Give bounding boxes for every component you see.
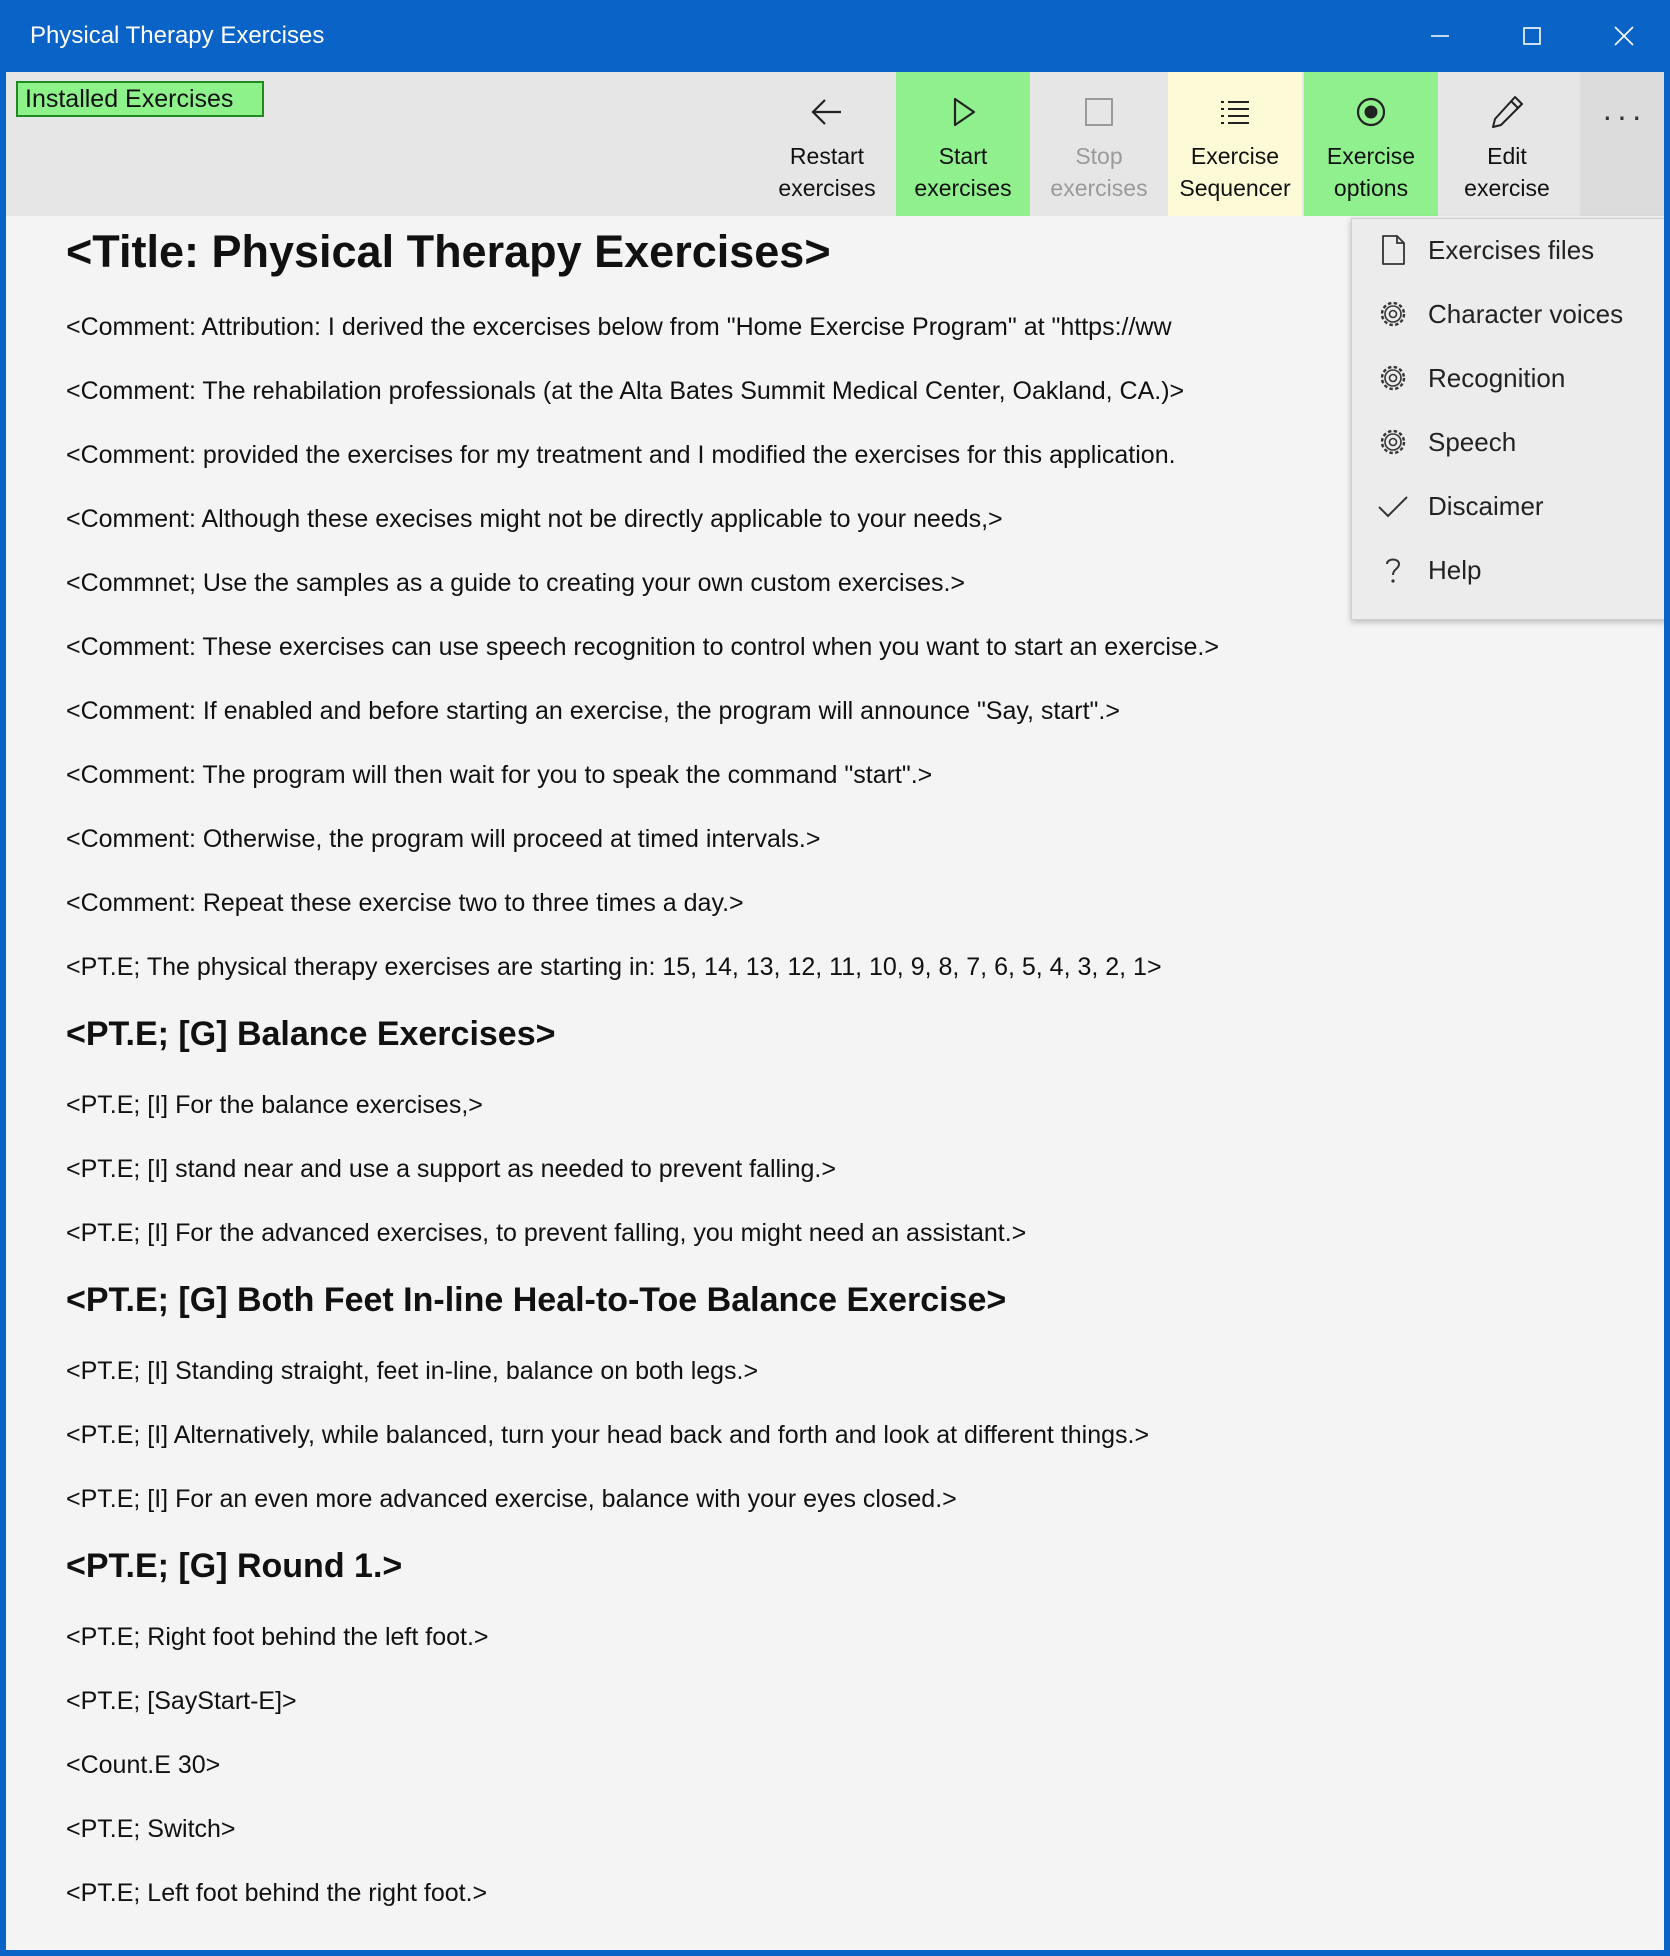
text-line: <PT.E; Right foot behind the left foot.> — [66, 1623, 489, 1651]
stop-exercises-label — [1032, 140, 1166, 204]
menu-item-exercises-files[interactable] — [1352, 219, 1670, 283]
menu-item-label: Help — [1428, 555, 1482, 585]
window-title: Physical Therapy Exercises — [30, 22, 325, 49]
menu-item-disclaimer[interactable] — [1352, 475, 1670, 539]
restart-label-line2: exercises — [778, 175, 876, 201]
edit-label-line1: Edit — [1487, 143, 1527, 169]
text-line: <Comment: Otherwise, the program will proceed at timed intervals.> — [66, 825, 821, 853]
close-button[interactable] — [1578, 0, 1670, 72]
command-bar — [6, 72, 1670, 216]
sequencer-label-line2: Sequencer — [1179, 175, 1291, 201]
edit-exercise-button[interactable] — [1440, 72, 1574, 216]
text-line: <Comment: provided the exercises for my treatment and I modified the exercises for this application. — [66, 441, 1176, 469]
pencil-icon — [1487, 92, 1527, 132]
close-icon — [1613, 25, 1635, 47]
text-line: <PT.E; Left foot behind the right foot.> — [66, 1879, 488, 1907]
text-line: <Comment: The rehabilation professionals (at the Alta Bates Summit Medical Center, Oakland, CA.)> — [66, 377, 1185, 405]
text-line: <Comment: The program will then wait for you to speak the command "start".> — [66, 761, 933, 789]
options-label-line1: Exercise — [1326, 143, 1416, 169]
exercise-sequencer-label — [1168, 140, 1302, 204]
exercise-options-label — [1304, 140, 1438, 204]
menu-item-speech[interactable] — [1352, 411, 1670, 475]
text-line: <Commnet; Use the samples as a guide to creating your own custom exercises.> — [66, 569, 966, 597]
check-icon — [1376, 489, 1410, 523]
gear-icon — [1376, 297, 1410, 331]
start-exercises-label — [896, 140, 1030, 204]
installed-exercises-label[interactable]: Installed Exercises — [16, 81, 264, 117]
text-line: <PT.E; [I] For an even more advanced exercise, balance with your eyes closed.> — [66, 1485, 957, 1513]
text-line: <PT.E; [I] For the balance exercises,> — [66, 1091, 483, 1119]
radio-icon — [1351, 92, 1391, 132]
play-icon — [943, 92, 983, 132]
gear-icon — [1376, 425, 1410, 459]
restart-exercises-button[interactable] — [760, 72, 894, 216]
text-line: <PT.E; [SayStart-E]> — [66, 1687, 297, 1715]
maximize-button[interactable] — [1486, 0, 1578, 72]
stop-exercises-button[interactable] — [1032, 72, 1166, 216]
menu-item-label: Exercises files — [1428, 235, 1595, 265]
text-line: <Count.E 30> — [66, 1751, 221, 1779]
question-icon — [1376, 553, 1410, 587]
stop-label-line1: Stop — [1075, 143, 1123, 169]
start-label-line2: exercises — [914, 175, 1012, 201]
stop-icon — [1079, 92, 1119, 132]
maximize-icon — [1521, 25, 1543, 47]
heading-line: <PT.E; [G] Balance Exercises> — [66, 1015, 556, 1053]
title-line: <Title: Physical Therapy Exercises> — [66, 226, 831, 277]
text-line: <PT.E; Switch> — [66, 1815, 236, 1843]
title-bar — [6, 0, 1670, 72]
more-dots-icon: ··· — [1602, 98, 1646, 134]
text-line: <Comment: Although these execises might not be directly applicable to your needs,> — [66, 505, 1003, 533]
start-label-line1: Start — [938, 143, 988, 169]
minimize-icon — [1429, 25, 1451, 47]
options-label-line2: options — [1333, 175, 1409, 201]
gear-icon — [1376, 361, 1410, 395]
text-line: <PT.E; The physical therapy exercises are starting in: 15, 14, 13, 12, 11, 10, 9, 8, 7, 6, 5, 4, 3, 2, 1> — [66, 953, 1162, 981]
restart-label-line1: Restart — [789, 143, 865, 169]
exercise-sequencer-button[interactable] — [1168, 72, 1302, 216]
menu-item-label: Character voices — [1428, 299, 1624, 329]
menu-item-recognition[interactable] — [1352, 347, 1670, 411]
edit-exercise-label — [1440, 140, 1574, 204]
stop-label-line2: exercises — [1050, 175, 1148, 201]
options-flyout-menu — [1351, 218, 1670, 620]
text-line: <Comment: Repeat these exercise two to three times a day.> — [66, 889, 744, 917]
menu-item-label: Speech — [1428, 427, 1517, 457]
sequencer-label-line1: Exercise — [1190, 143, 1280, 169]
text-line: <PT.E; [I] For the advanced exercises, to prevent falling, you might need an assistant.> — [66, 1219, 1027, 1247]
arrow-left-icon — [807, 92, 847, 132]
text-line: <PT.E; [I] Standing straight, feet in-line, balance on both legs.> — [66, 1357, 759, 1385]
heading-line: <PT.E; [G] Both Feet In-line Heal-to-Toe Balance Exercise> — [66, 1281, 1007, 1319]
text-line: <Comment: Attribution: I derived the excercises below from "Home Exercise Program" at "https://ww — [66, 313, 1172, 341]
file-icon — [1376, 233, 1410, 267]
edit-label-line2: exercise — [1464, 175, 1550, 201]
start-exercises-button[interactable] — [896, 72, 1030, 216]
more-options-button[interactable] — [1580, 72, 1668, 216]
menu-item-label: Recognition — [1428, 363, 1566, 393]
restart-exercises-label — [760, 140, 894, 204]
heading-line: <PT.E; [G] Round 1.> — [66, 1547, 403, 1585]
text-line: <Comment: If enabled and before starting an exercise, the program will announce "Say, start".> — [66, 697, 1120, 725]
menu-item-help[interactable] — [1352, 539, 1670, 603]
text-line: <PT.E; [I] stand near and use a support as needed to prevent falling.> — [66, 1155, 836, 1183]
text-line: <Comment: These exercises can use speech recognition to control when you want to start an exercise.> — [66, 633, 1219, 661]
text-line: <PT.E; [I] Alternatively, while balanced, turn your head back and forth and look at different things.> — [66, 1421, 1150, 1449]
exercise-options-button[interactable] — [1304, 72, 1438, 216]
list-icon — [1215, 92, 1255, 132]
minimize-button[interactable] — [1394, 0, 1486, 72]
menu-item-character-voices[interactable] — [1352, 283, 1670, 347]
menu-item-label: Discaimer — [1428, 491, 1544, 521]
